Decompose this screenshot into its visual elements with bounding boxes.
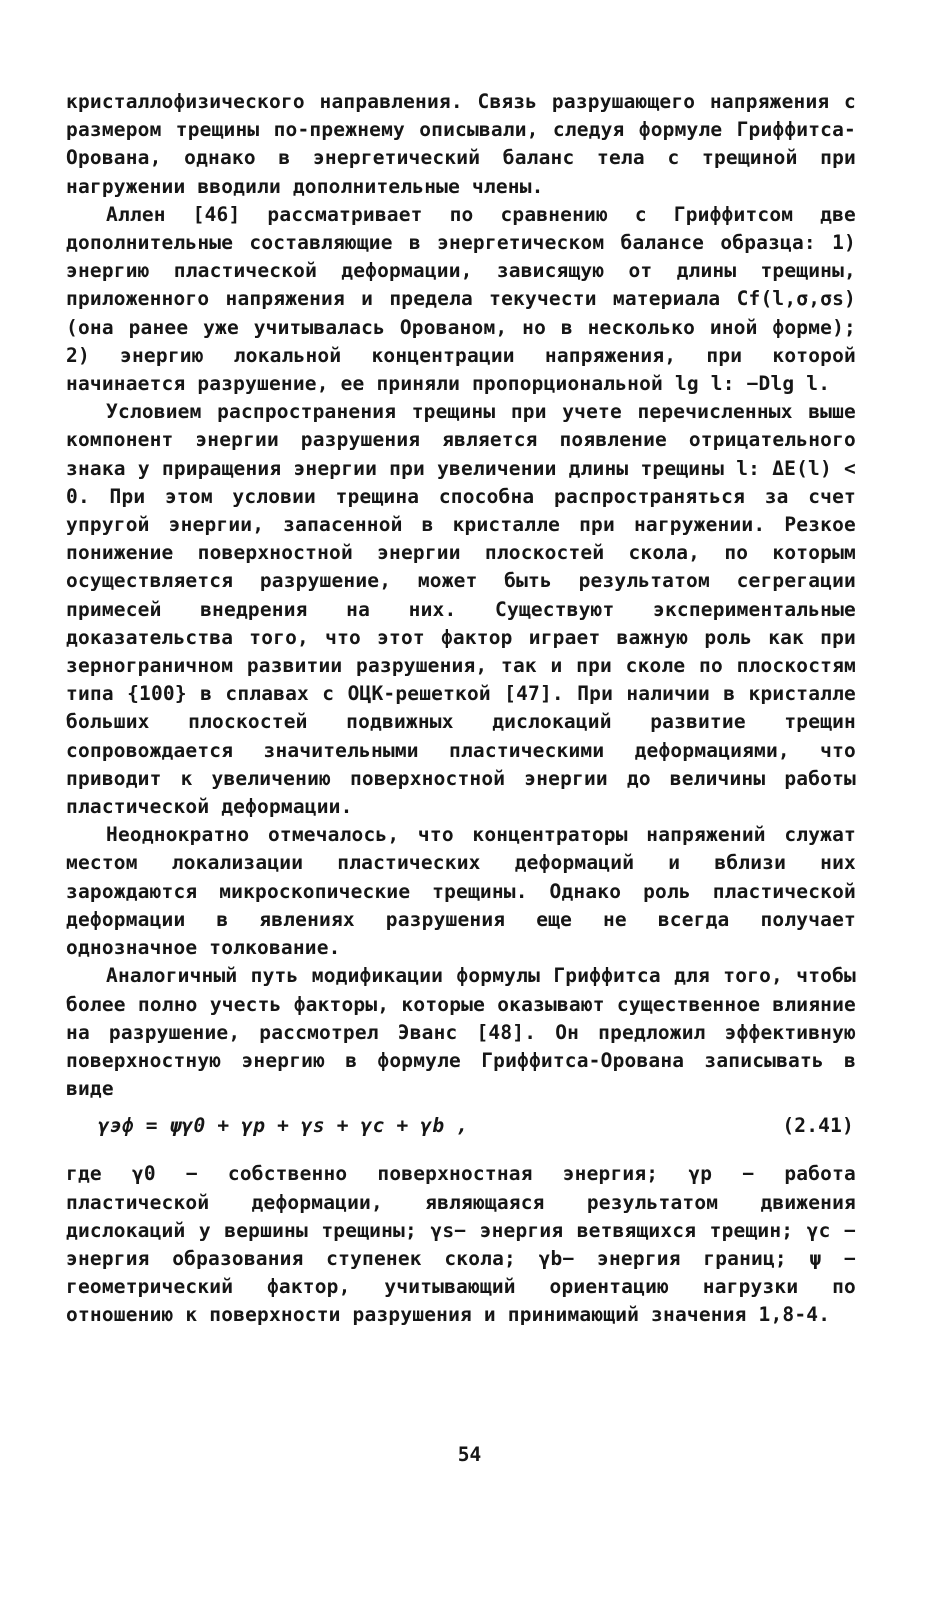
formula-2-41 <box>66 1106 856 1146</box>
document-page <box>66 88 856 1330</box>
closing-paragraph: где γ0 − собственно поверхностная энергия; γp − работа пластической деформации, являющаяся результатом движения дислокаций у вершины трещины; γs− энергия ветвящихся трещин; γc − энергия образования ступенек скола; γb− энергия границ; ψ − геометрический фактор, учитывающий ориентацию нагрузки по отношению к поверхности разрушения и принимающий значения 1,8-4. <box>66 1162 856 1327</box>
paragraph-3: Условием распространения трещины при учете перечисленных выше компонент энергии разрушения является появление отрицательного знака у приращения энергии при увеличении длины трещины l: ΔE(l) < 0. При этом условии трещина способна распространяться за счет упругой энергии, запасенной в кристалле при нагружении. Резкое понижение поверхностной энергии плоскостей скола, по которым осуществляется разрушение, может быть результатом сегрегации примесей внедрения на них. Существуют экспериментальные доказательства того, что этот фактор играет важную роль как при зернограничном развитии разрушения, так и при сколе по плоскостям типа {100} в сплавах с ОЦК-решеткой [47]. При наличии в кристалле больших плоскостей подвижных дислокаций развитие трещин сопровождается значительными пластическими деформациями, что приводит к увеличению поверхностной энергии до величины работы пластической деформации. <box>66 400 856 819</box>
paragraph-4: Неоднократно отмечалось, что концентраторы напряжений служат местом локализации пластических деформаций и вблизи них зарождаются микроскопические трещины. Однако роль пластической деформации в явлениях разрушения еще не всегда получает однозначное толкование. <box>66 823 856 960</box>
paragraph-5: Аналогичный путь модификации формулы Гриффитса для того, чтобы более полно учесть факторы, которые оказывают существенное влияние на разрушение, рассмотрел Эванс [48]. Он предложил эффективную поверхностную энергию в формуле Гриффитса-Орована записывать в виде <box>66 964 856 1101</box>
formula-expression: γэф = ψγ0 + γp + γs + γc + γb , <box>98 1114 469 1138</box>
paragraph-2: Аллен [46] рассматривает по сравнению с Гриффитсом две дополнительные составляющие в энергетическом балансе образца: 1) энергию пластической деформации, зависящую от длины трещины, приложенного напряжения и предела текучести материала Cf(l,σ,σs) (она ранее уже учитывалась Орованом, но в несколько иной форме); 2) энергию локальной концентрации напряжения, при которой начинается разрушение, ее приняли пропорциональной lg l: −Dlg l. <box>66 202 856 396</box>
formula-number: (2.41) <box>782 1114 854 1138</box>
paragraph-1: кристаллофизического направления. Связь разрушающего напряжения с размером трещины по-прежнему описывали, следуя формуле Гриффитса-Орована, однако в энергетический баланс тела с трещиной при нагружении вводили дополнительные члены. <box>66 90 856 198</box>
page-number: 54 <box>457 1443 482 1466</box>
